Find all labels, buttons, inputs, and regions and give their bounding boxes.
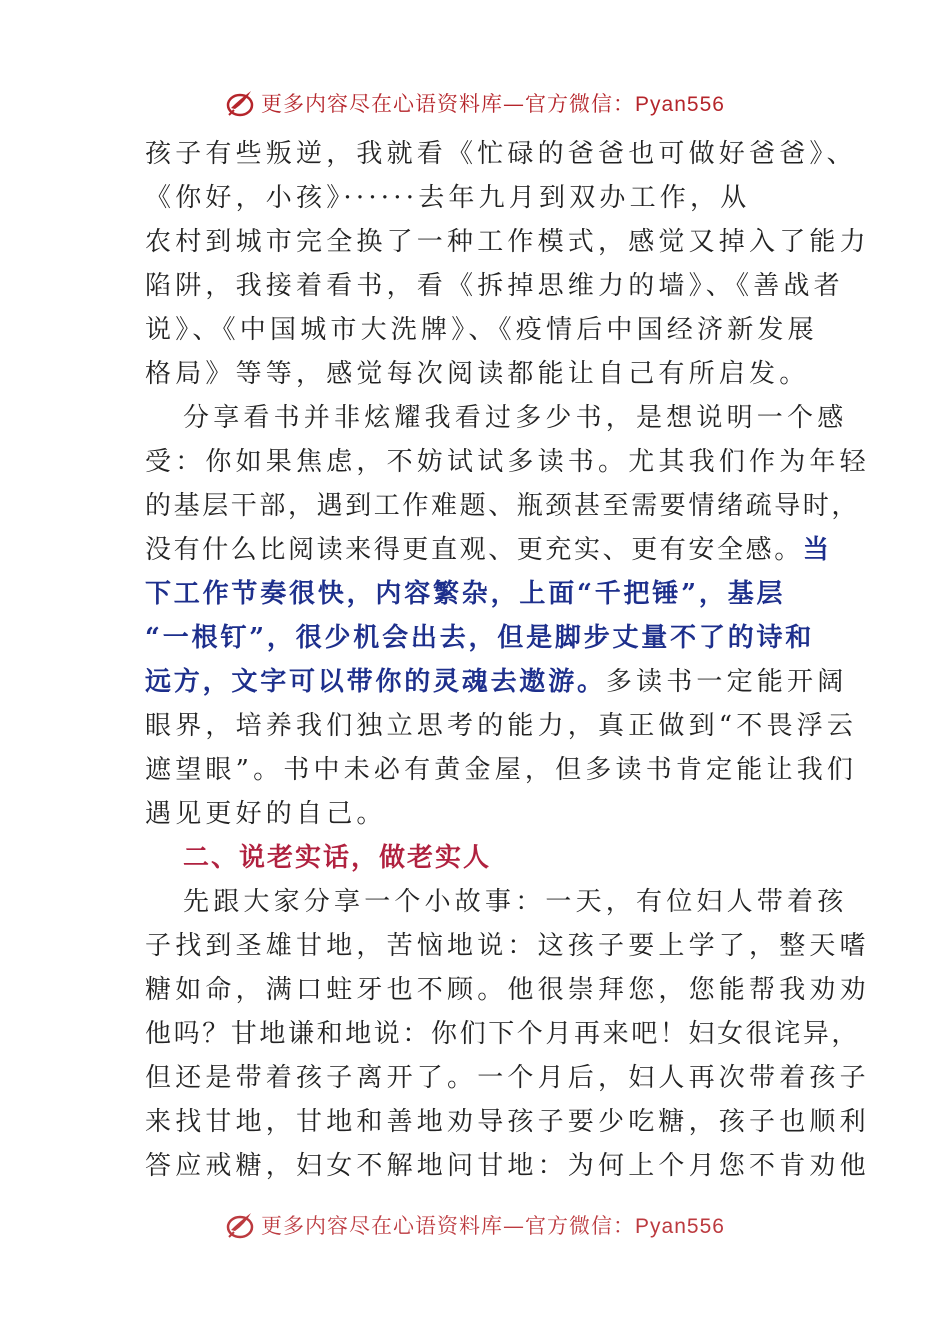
feather-logo-icon xyxy=(225,1210,255,1240)
document-body xyxy=(145,132,870,1188)
watermark-text: 更多内容尽在心语资料库—官方微信：Pyan556 xyxy=(261,1214,725,1238)
paragraph-line: 《你好，小孩》······去年九月到双办工作，从 xyxy=(145,183,751,213)
paragraph-line: 遇见更好的自己。 xyxy=(145,799,387,829)
paragraph-line: 陷阱，我接着看书，看《拆掉思维力的墙》、《善战者 xyxy=(145,271,844,301)
paragraph-line: 糖如命，满口蛀牙也不顾。他很崇拜您，您能帮我劝劝 xyxy=(145,975,870,1005)
paragraph-line: 孩子有些叛逆，我就看《忙碌的爸爸也可做好爸爸》、 xyxy=(145,139,857,169)
paragraph-line: 说》、《中国城市大洗牌》、《疫情后中国经济新发展 xyxy=(145,315,818,345)
highlight-line: 下工作节奏很快，内容繁杂，上面“千把锤”，基层 xyxy=(145,579,786,609)
feather-logo-icon xyxy=(225,88,255,118)
paragraph-line xyxy=(145,660,848,704)
paragraph-line: 农村到城市完全换了一种工作模式，感觉又掉入了能力 xyxy=(145,227,870,257)
header-watermark xyxy=(0,86,950,120)
paragraph-line: 答应戒糖，妇女不解地问甘地：为何上个月您不肯劝他 xyxy=(145,1151,870,1181)
paragraph-line: 遮望眼”。书中未必有黄金屋，但多读书肯定能让我们 xyxy=(145,755,858,785)
highlight-text: 远方，文字可以带你的灵魂去遨游。 xyxy=(145,667,606,697)
paragraph-line: 眼界，培养我们独立思考的能力，真正做到“不畏浮云 xyxy=(145,711,858,741)
paragraph-line xyxy=(145,528,832,572)
paragraph-line: 先跟大家分享一个小故事：一天，有位妇人带着孩 xyxy=(183,887,848,917)
paragraph-line: 的基层干部，遇到工作难题、瓶颈甚至需要情绪疏导时， xyxy=(145,491,861,521)
paragraph-line: 来找甘地，甘地和善地劝导孩子要少吃糖，孩子也顺利 xyxy=(145,1107,870,1137)
footer-watermark xyxy=(0,1208,950,1242)
paragraph-line: 他吗？甘地谦和地说：你们下个月再来吧！妇女很诧异， xyxy=(145,1019,861,1049)
line-segment: 多读书一定能开阔 xyxy=(605,667,848,697)
line-segment: 没有什么比阅读来得更直观、更充实、更有安全感。 xyxy=(145,535,803,565)
paragraph-line: 分享看书并非炫耀我看过多少书，是想说明一个感 xyxy=(183,403,848,433)
paragraph-line: 受：你如果焦虑，不妨试试多读书。尤其我们作为年轻 xyxy=(145,447,870,477)
paragraph-line: 格局》等等，感觉每次阅读都能让自己有所启发。 xyxy=(145,359,810,389)
paragraph-line: 但还是带着孩子离开了。一个月后，妇人再次带着孩子 xyxy=(145,1063,870,1093)
highlight-line: “一根钉”，很少机会出去，但是脚步丈量不了的诗和 xyxy=(145,623,815,653)
highlight-text: 当 xyxy=(802,535,832,565)
watermark-text: 更多内容尽在心语资料库—官方微信：Pyan556 xyxy=(261,92,725,116)
section-heading: 二、说老实话，做老实人 xyxy=(183,843,492,873)
paragraph-line: 子找到圣雄甘地，苦恼地说：这孩子要上学了，整天嗜 xyxy=(145,931,870,961)
